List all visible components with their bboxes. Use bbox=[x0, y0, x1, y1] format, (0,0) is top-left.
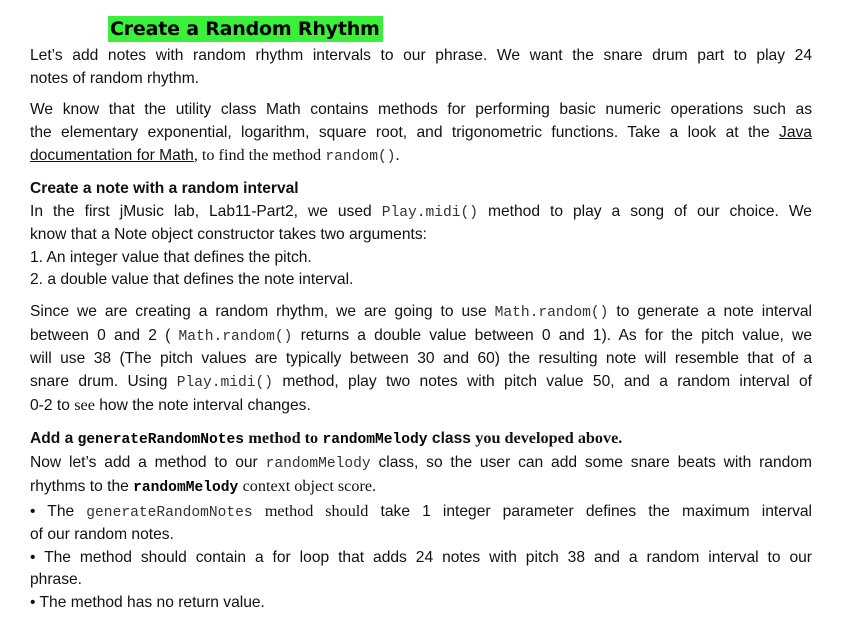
math-line-1: We know that the utility class Math contains methods for performing basic numeric operations such as bbox=[30, 101, 812, 119]
note-line-1-b: method to play a song of our choice. We bbox=[488, 202, 812, 220]
play-midi-code: Play.midi() bbox=[381, 204, 479, 221]
generate-line-2 bbox=[30, 475, 812, 500]
generate-heading-b: method to bbox=[248, 428, 319, 447]
page-title: Create a Random Rhythm bbox=[108, 16, 383, 42]
random-line-1-b: to generate a note interval bbox=[616, 302, 813, 320]
generate-heading-c: class bbox=[431, 429, 471, 447]
random-line-2 bbox=[30, 325, 812, 349]
math-random-code-1: Math.random() bbox=[494, 304, 609, 321]
random-melody-code: randomMelody bbox=[322, 431, 428, 448]
math-paragraph bbox=[30, 99, 812, 169]
math-line-2 bbox=[30, 122, 812, 145]
random-line-4 bbox=[30, 371, 812, 395]
random-line-3: will use 38 (The pitch values are typically between 30 and 60) the resulting note will resemble that of a bbox=[30, 350, 812, 368]
play-midi-code-2: Play.midi() bbox=[176, 374, 274, 391]
generate-line-2-a: rhythms to the bbox=[30, 478, 129, 496]
math-line-3-text: , to find the method bbox=[193, 146, 322, 165]
note-line-1-a: In the first jMusic lab, Lab11-Part2, we used bbox=[30, 202, 372, 220]
bullet-1-line-1 bbox=[30, 500, 812, 525]
bullet-2-line-2: phrase. bbox=[30, 571, 83, 589]
generate-section bbox=[30, 427, 812, 615]
generate-random-notes-code: generateRandomNotes bbox=[77, 431, 245, 448]
generate-line-1-a: Now let’s add a method to our bbox=[30, 453, 258, 471]
java-link-part-1[interactable]: Java bbox=[779, 123, 812, 141]
random-line-2-a: between 0 and 2 ( bbox=[30, 326, 171, 344]
random-line-5-a: 0-2 to bbox=[30, 397, 70, 415]
math-line-3-end: . bbox=[395, 146, 400, 165]
intro-paragraph bbox=[30, 45, 812, 90]
random-method-code: random() bbox=[325, 149, 396, 166]
note-line-2: know that a Note object constructor takes two arguments: bbox=[30, 226, 427, 244]
java-link-part-2[interactable]: documentation for Math bbox=[30, 147, 194, 165]
note-line-1 bbox=[30, 201, 812, 225]
random-line-5-b: how the note interval changes. bbox=[99, 397, 311, 415]
bullet-1-c: take 1 integer parameter defines the maximum interval bbox=[380, 502, 813, 520]
random-line-5 bbox=[30, 394, 812, 418]
random-line-4-b: method, play two notes with pitch value 50, and a random interval of bbox=[282, 372, 812, 390]
note-list-item-1: 1. An integer value that defines the pitch. bbox=[30, 248, 312, 266]
bullet-1-line-2: of our random notes. bbox=[30, 526, 174, 544]
random-line-2-b: returns a double value between 0 and 1). As for the pitch value, we bbox=[300, 326, 812, 344]
random-line-1 bbox=[30, 301, 812, 325]
random-melody-code-3: randomMelody bbox=[133, 480, 239, 497]
random-paragraph bbox=[30, 301, 812, 418]
document-page bbox=[30, 16, 812, 615]
intro-line-2: notes of random rhythm. bbox=[30, 69, 200, 87]
bullet-1-a: • The bbox=[30, 502, 75, 520]
generate-random-notes-code-2: generateRandomNotes bbox=[86, 504, 253, 521]
generate-section-heading bbox=[30, 427, 812, 452]
bullet-3: • The method has no return value. bbox=[30, 594, 265, 612]
bullet-2-line-1: • The method should contain a for loop that adds 24 notes with pitch 38 and a random interval to our bbox=[30, 548, 812, 566]
intro-line-1: Let’s add notes with random rhythm intervals to our phrase. We want the snare drum part to play 24 bbox=[30, 47, 812, 64]
note-section bbox=[30, 178, 812, 292]
bullet-1-b: method should bbox=[264, 501, 369, 520]
generate-heading-a: Add a bbox=[30, 429, 74, 447]
math-line-3 bbox=[30, 144, 812, 169]
generate-heading-d: you developed above. bbox=[475, 428, 623, 447]
math-line-2-text: the elementary exponential, logarithm, square root, and trigonometric functions. Take a look at the bbox=[30, 123, 770, 141]
random-line-5-see: see bbox=[74, 396, 95, 415]
math-random-code-2: Math.random() bbox=[178, 328, 293, 345]
random-line-4-a: snare drum. Using bbox=[30, 372, 168, 390]
generate-line-1 bbox=[30, 452, 812, 476]
note-list-item-2: 2. a double value that defines the note interval. bbox=[30, 271, 354, 289]
generate-line-2-b: context object score. bbox=[242, 477, 377, 496]
random-melody-code-2: randomMelody bbox=[265, 455, 371, 472]
note-section-heading: Create a note with a random interval bbox=[30, 179, 299, 197]
random-line-1-a: Since we are creating a random rhythm, we are going to use bbox=[30, 302, 487, 320]
generate-line-1-b: class, so the user can add some snare beats with random bbox=[378, 453, 812, 471]
